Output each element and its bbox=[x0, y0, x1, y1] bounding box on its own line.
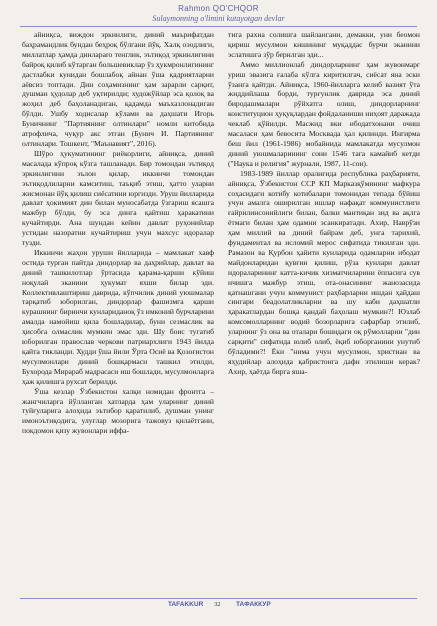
paragraph: Иккинчи жаҳон уруши йилларида – мамлакат хавф остида турган пайтда диндорлар ва даҳрийлар, давлат ва диний ташкилотлар ўртасида қарама-қарши кўйиш ноқулай эканини ҳукумат яхши билар эди. Коллективлаштириш даврида, кўпчилик диний уюшмалар тарқатиб юборилган, диндорлар фашизмга қарши курашнинг биринчи кунлариданоқ ўз имконий бурчларини амалда намойиш қила бошладилар, буни сезмаслик ва ҳисобга олмаслик мумкин эмас эди. Шу боис тугатиб юборилган православ черкови патриархлиги 1943 йилда қайта тикланди. Худди ўша йили Ўрта Осиё ва Қозоғистон мусулмонлари диний бошқармаси ташкил этилди, Бухорода Мирараб мадрасаси иш бошлади, мусулмонларга ҳаж қилишга рухсат берилди. bbox=[22, 247, 214, 386]
footer-magazine-cyrillic: ТАФАККУР bbox=[236, 601, 271, 608]
paragraph: 1983-1989 йиллар оралиғида республика раҳбарияти, айниқса, Ўзбекистон ССР КП Марказқўмининг мафкура соҳасидаги котибу котибалари томонидан тепада бўйиш учун амалга оширилган ишлар нафақат коммунистлиги ғайрилинсонийлиги билан, балки мантиқан зид ва ақлга ётмаги билан ҳам одамни эсанкиратади. Ахир, Наврўзи ҳам миллий ва диний байрам деб, унга тарихий, фундаментал ва исломий мерос сифатида тикилган эди. Рамазон ва Қурбон ҳайити кунларида одамларни ибодат майдонларидан қувғин қилиш, рўза кунлари давлат идораларининг катта-кичик хизматчиларини ёппасига сув ичишга мажбур этиш, ота-онасининг жанозасида қатнашгани учун коммунист раҳбарларни ишдан ҳайдаш сингари беадолатликларни ва шу каби даҳшатли ҳаракатлардан бошқа қандай баҳолаш мумкин?! Юзлаб комсомолларнинг водий бозорларига сафарбар этилиб, уларнинг ўз она ва оталари бошидаги оқ рўмолларни "дин сарқити" сифатида юлиб олиб, ёқиб юборганини унутиб бўладими?! Ёки "нима учун мусулмон, христиан ва яҳудийлар алоҳида қабристонга дафн этилиши керак? Ахир, ҳаётда бирга яша- bbox=[228, 168, 420, 376]
paragraph: тига рахна солишга шайлангани, демакки, уни беомон қириш мусулмон кишининг муқаддас бурчи эканини эслатишга зўр берилган эди... bbox=[228, 30, 420, 59]
paragraph: Ўша кезлар Ўзбекистон халқи номидан фронтга – жангчиларга йўлланган хатларда ҳам уларнинг диний туйғуларига алоҳида эътибор қаратилиб, душман унинг имонэътиқодига, улуғлар мозорига тажовуз қилаётгани, покдомон қизу жувонлари иффа- bbox=[22, 386, 214, 436]
author-name: Rahmon QO'CHQOR bbox=[178, 4, 259, 13]
paragraph: айниқса, виждон эркинлиги, диний маърифатдан баҳрамандлик бундан беҳроқ бўлгани йўқ. Халқ оэодлиги, миллатлар ҳамда динларaro тенглик, эътиқод эркинлигини байроқ қилиб кўтарган большевиклар ўз ҳукмронлигининг дастлабки кунидан бошлабоқ айнан ўша қадриятларни аёвсиз топтади. Дин соҳамизнинг ҳам зарарли сарқит, душман ҳудолар деб уқтирилди; художўйлар эса қолоқ ва жоҳил деб баҳоланадиган, қадамда маъхазлонадиган бўлди. Ушбу ходисалар кўлами ва даҳшати Игорь Буничнинг "Партиянинг олтинлари" номли китобида атрофлича, чуқур акс этган (Бунич И. Партиянинг олтинлари. Тошкент, "Маънавият", 2016). bbox=[22, 30, 214, 148]
page-number: 32 bbox=[214, 601, 221, 608]
header-divider bbox=[20, 26, 417, 27]
right-text-column bbox=[228, 30, 420, 585]
page-footer bbox=[0, 598, 437, 612]
paragraph: Шўро ҳукуматининг риёкорлиги, айниқса, диний масалада кўпроқ кўзга ташланади. Бир томондан эътиқод эркинлигини эълон қилар, иккинчи томондан эътиқодлиларни камситиш, таъқиб этиш, ҳатто уларни жисмонан йўқ қилиш сиёсатини юргизди. Уруш йилларида давлат ҳокимият дин билан муносабатда ўзгариш ясашга мажбур бўлди, бу эса динга қайтиш ҳаракатини кучайтирди. Ана шундан кейин давлат руҳонийлар устидан назоратни кучайтириш учун махсус идоралар тузди. bbox=[22, 148, 214, 248]
footer-magazine-latin: TAFAKKUR bbox=[168, 601, 204, 608]
left-text-column bbox=[22, 30, 214, 585]
page-header bbox=[0, 4, 437, 23]
paragraph: Аммо миллионлаб диндорларнинг ҳам жувонмарг уриш эвазига ғалаба кўлга киритилгач, сиёсат яна эски ўзанга қайтди. Айниқса, 1960-йилларга келиб вазият ўта жиддийлаша борди, турғунлик даврида эса диний биродашмалари рўйхатга олиш, диндорларнинг конституцион ҳуқуқлардан фойдаланиши ниҳоят даражада чеклаб қўйилди. Масжид вки ибодатхонани очиш масаласи ҳам бевосита Москвада ҳал қилинди. Ингирма беш йил (1961-1986) мобайнида мамлакатда мусулмон диний уюшмаларининг сони 1546 тага камайиб кетди ("Наука и религия" журнали, 1987, 11-сон). bbox=[228, 59, 420, 168]
article-subtitle: Sulaymonning o'limini kutayotgan devlar bbox=[152, 14, 285, 23]
footer-divider bbox=[20, 598, 417, 599]
